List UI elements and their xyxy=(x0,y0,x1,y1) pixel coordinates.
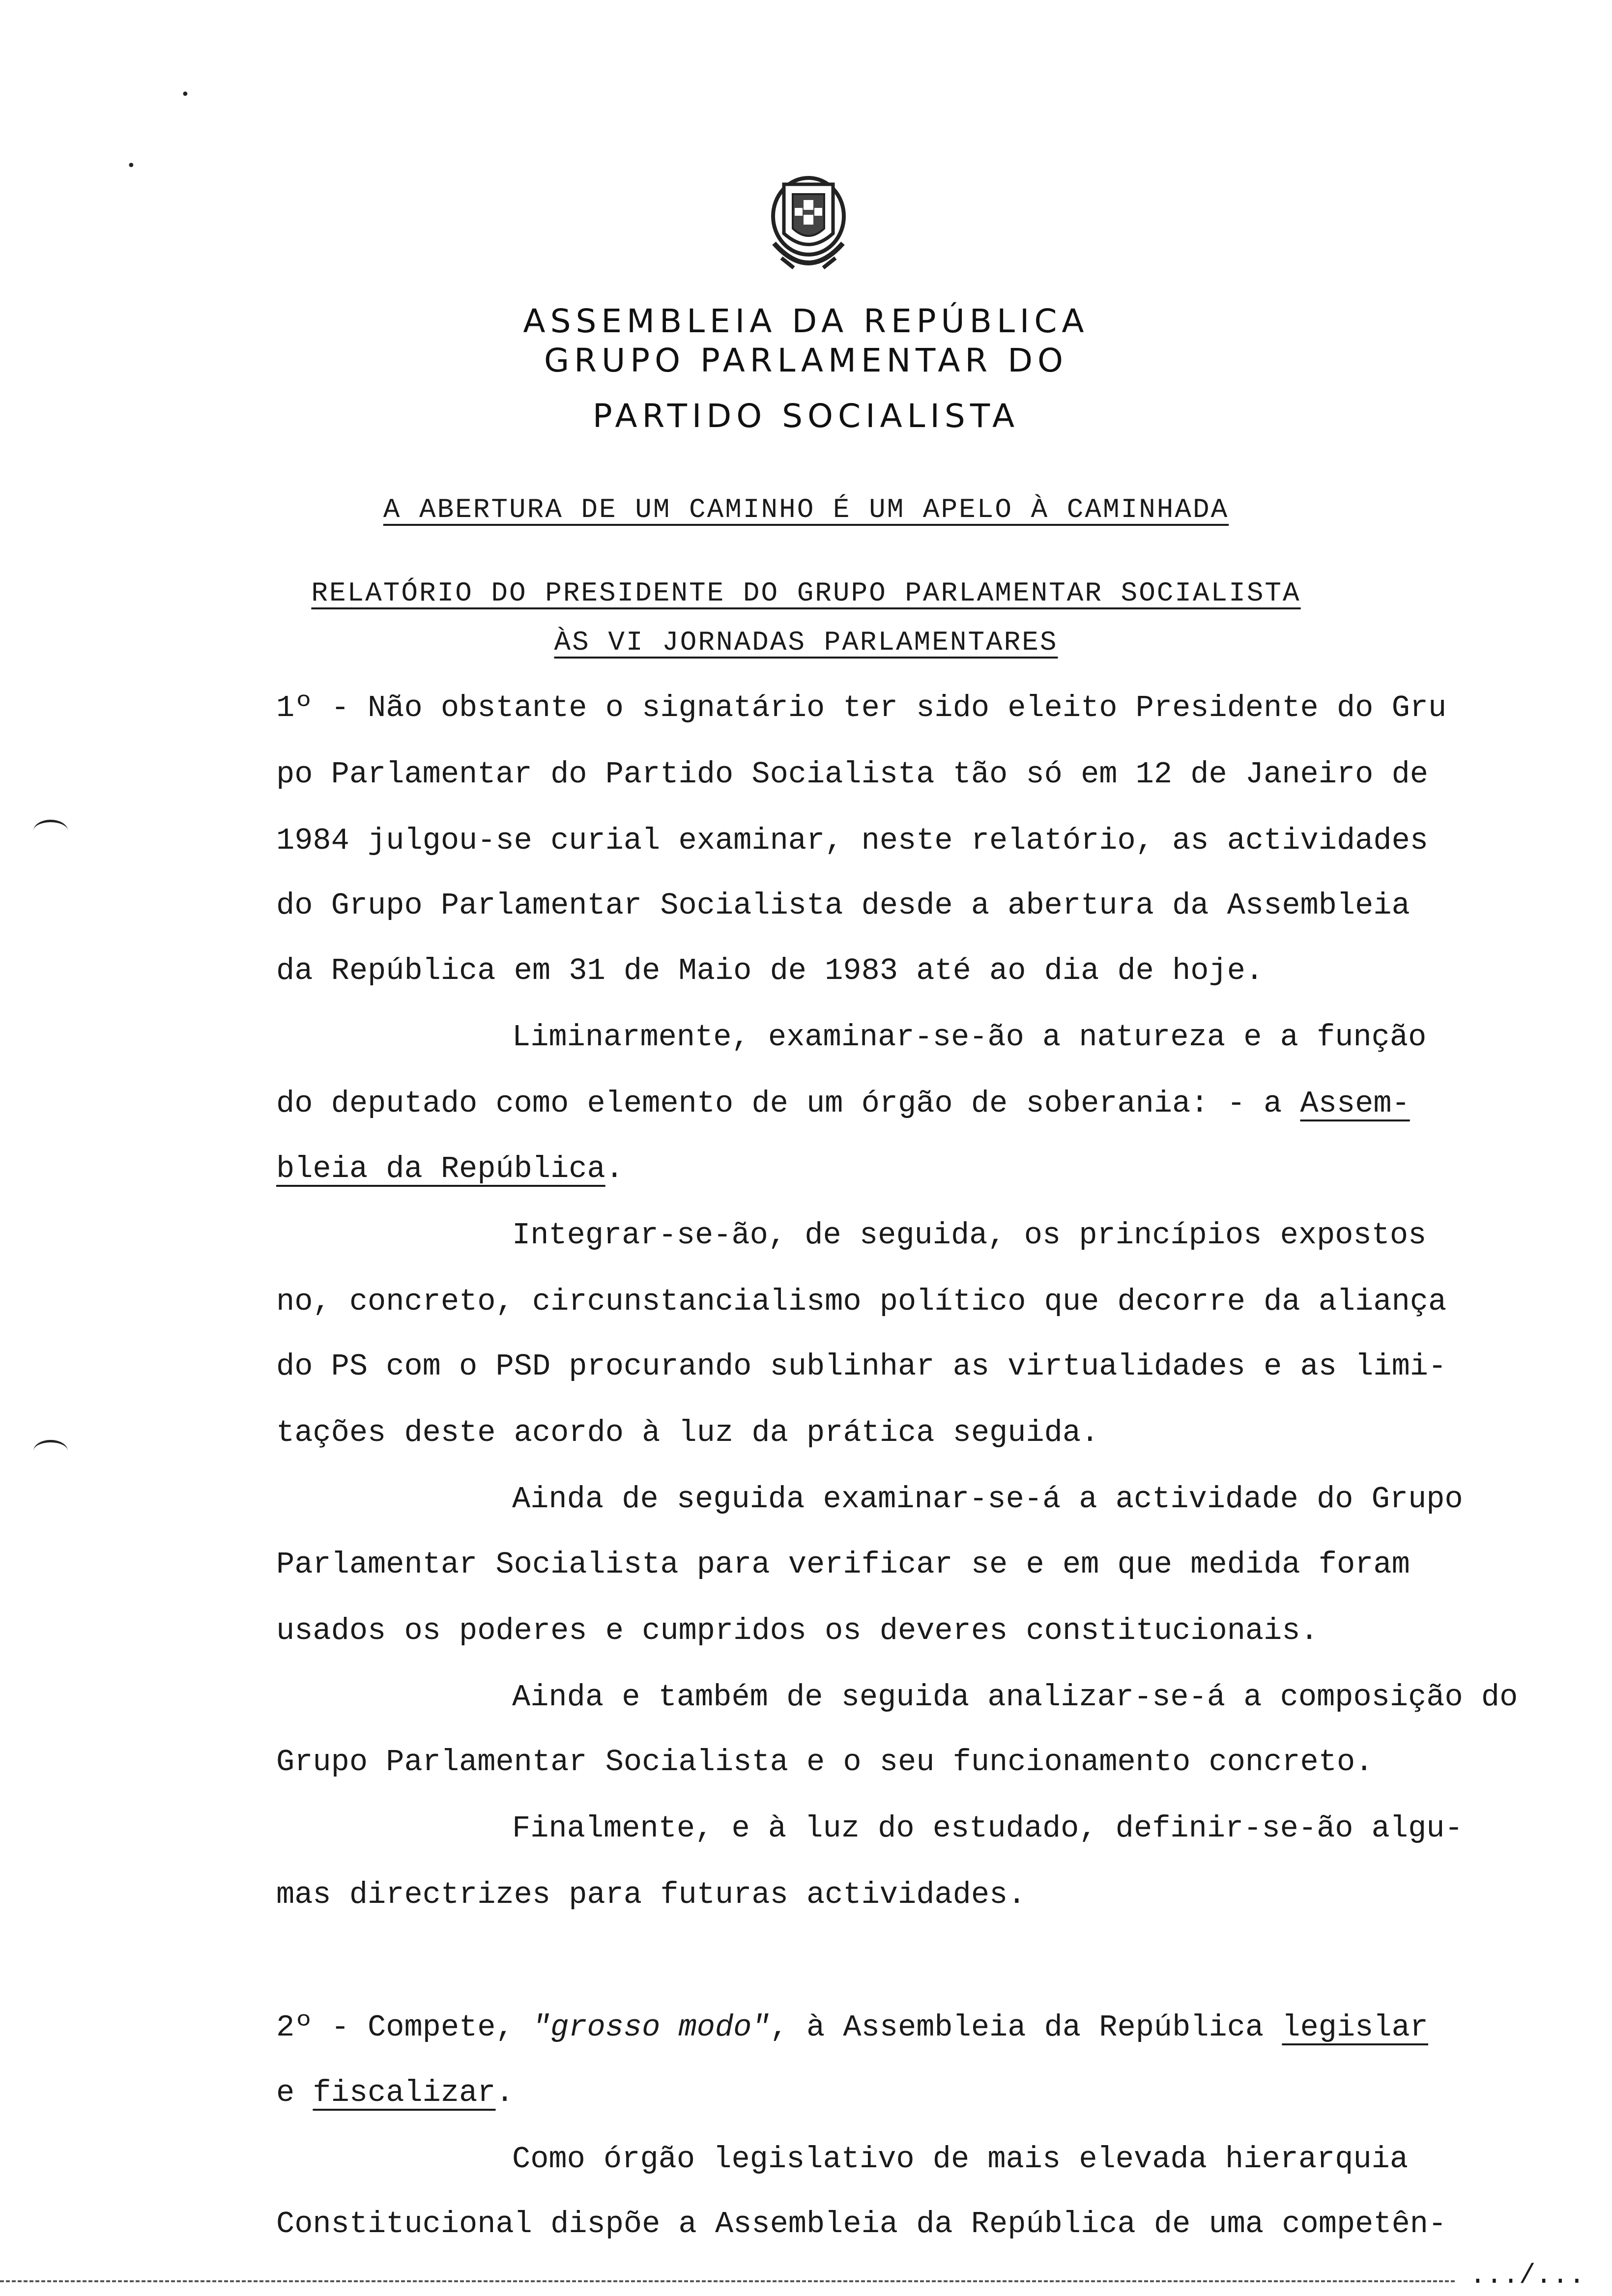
text-line: Finalmente, e à luz do estudado, definir-se-ão algu- xyxy=(512,1811,1463,1846)
coat-of-arms-emblem xyxy=(764,170,853,283)
text-line: mas directrizes para futuras actividades. xyxy=(276,1877,1026,1912)
text-line: Como órgão legislativo de mais elevada hierarquia xyxy=(512,2142,1409,2177)
continuation-marker: .../... xyxy=(1469,2260,1585,2291)
text-line: usados os poderes e cumpridos os deveres constitucionais. xyxy=(276,1613,1319,1648)
report-subtitle: ÀS VI JORNADAS PARLAMENTARES xyxy=(554,627,1058,658)
header-line: GRUPO PARLAMENTAR DO xyxy=(544,342,1068,379)
report-title: RELATÓRIO DO PRESIDENTE DO GRUPO PARLAMENTAR SOCIALISTA xyxy=(311,577,1301,609)
text-line: da República em 31 de Maio de 1983 até ao dia de hoje. xyxy=(276,953,1264,988)
punch-hole-mark xyxy=(33,820,68,842)
text-line: do Grupo Parlamentar Socialista desde a abertura da Assembleia xyxy=(276,888,1410,923)
text-line: Parlamentar Socialista para verificar se e em que medida foram xyxy=(276,1547,1410,1582)
text-line: 1984 julgou-se curial examinar, neste relatório, as actividades xyxy=(276,823,1428,858)
text-line: do deputado como elemento de um órgão de soberania: - a Assem- xyxy=(276,1086,1410,1121)
header-line: PARTIDO SOCIALISTA xyxy=(592,397,1020,435)
text-line: Liminarmente, examinar-se-ão a natureza e a função xyxy=(512,1020,1427,1055)
text-line: Ainda e também de seguida analizar-se-á a composição do xyxy=(512,1680,1518,1715)
text-line: no, concreto, circunstancialismo político que decorre da aliança xyxy=(276,1284,1447,1319)
text-line: 1º - Não obstante o signatário ter sido eleito Presidente do Gru xyxy=(276,690,1447,725)
document-title: A ABERTURA DE UM CAMINHO É UM APELO À CAMINHADA xyxy=(383,494,1229,525)
text-line: e fiscalizar. xyxy=(276,2075,514,2110)
text-line: Grupo Parlamentar Socialista e o seu funcionamento concreto. xyxy=(276,1745,1374,1779)
text-line: po Parlamentar do Partido Socialista tão só em 12 de Janeiro de xyxy=(276,757,1428,792)
text-line: Constitucional dispõe a Assembleia da República de uma competên- xyxy=(276,2207,1447,2241)
text-line: 2º - Compete, "grosso modo", à Assembleia da República legislar xyxy=(276,2010,1429,2045)
text-line: do PS com o PSD procurando sublinhar as virtualidades e as limi- xyxy=(276,1349,1447,1384)
header-line: ASSEMBLEIA DA REPÚBLICA xyxy=(523,302,1089,340)
text-line: bleia da República. xyxy=(276,1151,624,1186)
scan-mark: • xyxy=(181,86,190,103)
footer-rule xyxy=(0,2280,1455,2282)
text-line: Ainda de seguida examinar-se-á a actividade do Grupo xyxy=(512,1482,1463,1517)
text-line: Integrar-se-ão, de seguida, os princípios expostos xyxy=(512,1218,1427,1253)
punch-hole-mark xyxy=(33,1440,68,1462)
text-line: tações deste acordo à luz da prática seguida. xyxy=(276,1415,1099,1450)
scan-mark: • xyxy=(127,157,136,174)
